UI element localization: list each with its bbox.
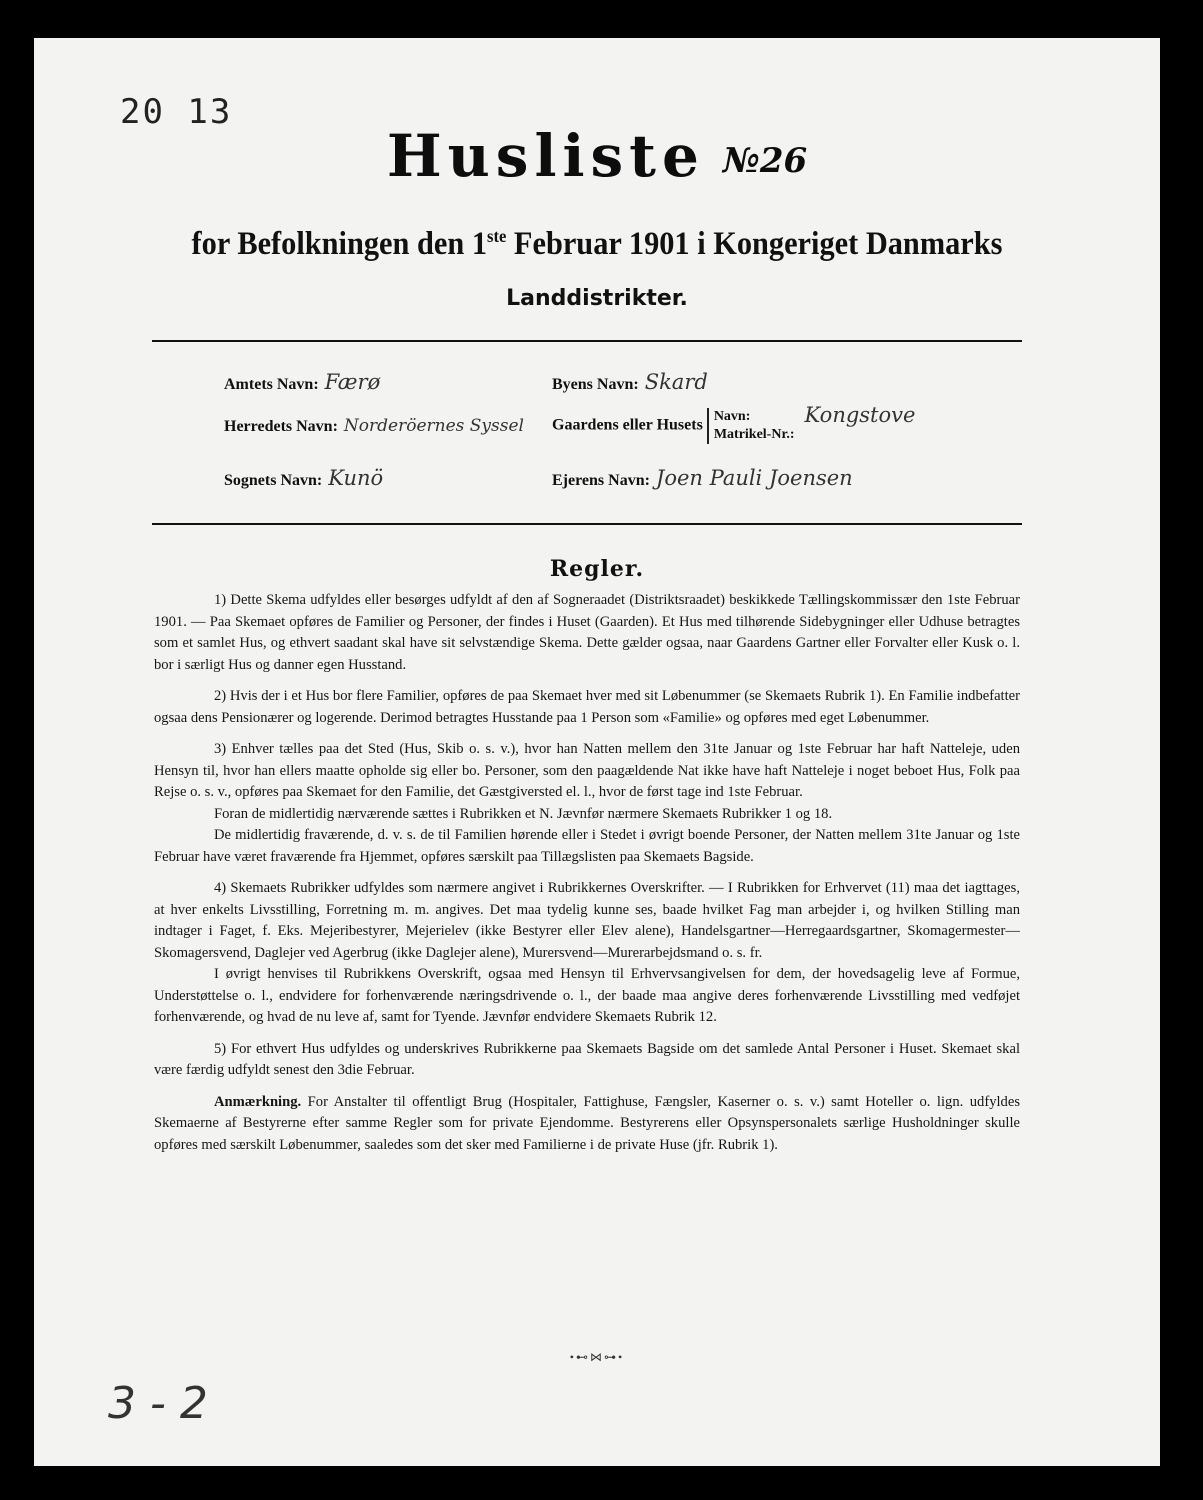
subtitle-part-a: for Befolkningen den 1 (191, 226, 488, 262)
note-paragraph (154, 1092, 1020, 1157)
form-subtitle-district: Landdistrikter. (506, 286, 688, 311)
title-text: Husliste (386, 122, 705, 190)
census-form-page (34, 38, 1160, 1466)
gaard-label: Gaardens eller Husets (552, 416, 703, 434)
note-label: Anmærkning. (214, 1093, 302, 1110)
amt-label: Amtets Navn: (224, 376, 319, 393)
gaard-value: Kongstove (804, 402, 916, 427)
note-text: For Anstalter til offentligt Brug (Hospitaler, Fattighuse, Fængsler, Kaserner o. s. v.) samt Hoteller o. lign. udfyldes Skemaerne af Bestyrerne efter samme Regler som for private Ejendomme. Bestyrerens eller Opsynspersonalets særlige Husholdninger skulle opføres med særskilt Løbenummer, saaledes som det sker med Familierne i de private Huse (jfr. Rubrik 1). (154, 1093, 1020, 1153)
gaard-brace (707, 408, 795, 444)
archive-stamp: 20 13 (120, 92, 233, 132)
amt-field (224, 370, 380, 394)
sogn-label: Sognets Navn: (224, 472, 323, 489)
amt-value: Færø (324, 370, 381, 394)
rule-paragraph: 4) Skemaets Rubrikker udfyldes som nærmere angivet i Rubrikkernes Overskrifter. — I Rubrikken for Erhvervet (11) maa det iagttages, at hver enkelts Livsstilling, Forretning m. m. angives. Det maa tydelig kunne ses, baade hvilket Fag man arbejder i, og hvilken Stilling man indtager i Faget, f. Eks. Mejeribestyrer, Mejerielev (ikke Bestyrer eller Elev alene), Handelsgartner—Herregaardsgartner, Skomagermester—Skomagersvend, Daglejer ved Agerbrug (ikke Daglejer alene), Murersvend—Murerarbejdsmand o. s. fr. (154, 880, 1020, 961)
herred-field (224, 416, 524, 436)
rule-paragraph: 1) Dette Skema udfyldes eller besørges udfyldt af den af Sogneraadet (Distriktsraadet) beskikkede Tællingskommissær den 1ste Februar 1901. — Paa Skemaet opføres de Familier og Personer, der findes i Huset (Gaarden). Et Hus med tilhørende Sidebygninger eller Udhuse betragtes som et samlet Hus, og ethvert saadant skal have sit selvstændige Skema. Dette gælder ogsaa, naar Gaardens Gartner eller Forvalter eller Kusk o. l. bor i særligt Hus og danner egen Husstand. (154, 592, 1020, 673)
rule-paragraph: 2) Hvis der i et Hus bor flere Familier, opføres de paa Skemaet hver med sit Løbenummer (se Skemaets Rubrik 1). En Familie indbefatter ogsaa dens Pensionærer og logerende. Derimod betragtes Husstande paa 1 Person som «Familie» og opføres med eget Løbenummer. (154, 688, 1020, 726)
ejer-field (552, 466, 853, 490)
form-subtitle (79, 226, 1115, 263)
navn-label: Navn: (713, 409, 751, 424)
by-label: Byens Navn: (552, 376, 639, 393)
herred-value: Norderöernes Syssel (343, 416, 524, 436)
by-value: Skard (644, 370, 708, 394)
corner-handwritten-mark: 3 - 2 (108, 1378, 208, 1429)
rules-heading: Regler. (549, 556, 645, 582)
herred-label: Herredets Navn: (224, 418, 338, 435)
subtitle-part-b: Februar 1901 i Kongeriget Danmarks (506, 226, 1003, 262)
form-title (34, 122, 1160, 190)
rule-paragraph: Foran de midlertidig nærværende sættes i Rubrikken et N. Jævnfør nærmere Skemaets Rubrikker 1 og 18. (214, 805, 833, 822)
sogn-field (224, 466, 383, 490)
gaard-field (552, 402, 916, 444)
bottom-divider (152, 523, 1022, 525)
matrikel-label: Matrikel-Nr.: (713, 427, 795, 442)
sogn-value: Kunö (328, 466, 384, 490)
rule-paragraph: I øvrigt henvises til Rubrikkens Overskrift, ogsaa med Hensyn til Erhvervsangivelsen for dem, der hovedsagelig leve af Formue, Understøttelse o. l., endvidere for forhenværende næringsdrivende o. l., der baade maa angive deres forhenværende Livsstilling med vedføjet forhenværende, og hvad de nu leve af, samt for Tyende. Jævnfør endvidere Skemaets Rubrik 12. (154, 966, 1020, 1025)
rule-paragraph: 5) For ethvert Hus udfyldes og underskrives Rubrikkerne paa Skemaets Bagside om det samlede Antal Personer i Huset. Skemaet skal være færdig udfyldt senest den 3die Februar. (154, 1040, 1020, 1078)
subtitle-sup: ste (487, 226, 507, 246)
ejer-label: Ejerens Navn: (552, 472, 650, 489)
ejer-value: Joen Pauli Joensen (655, 466, 853, 490)
top-divider (152, 340, 1022, 342)
ornament-divider: •⊷⋈⊶• (569, 1350, 625, 1364)
form-number: №26 (722, 141, 808, 181)
rule-paragraph: De midlertidig fraværende, d. v. s. de til Familien hørende eller i Stedet i øvrigt boende Personer, der Natten mellem 31te Januar og 1ste Februar have været fraværende fra Hjemmet, opføres særskilt paa Tillægslisten paa Skemaets Bagside. (154, 827, 1020, 865)
by-field (552, 370, 708, 394)
rules-body (154, 590, 1020, 1166)
rule-paragraph: 3) Enhver tælles paa det Sted (Hus, Skib o. s. v.), hvor han Natten mellem den 31te Januar og 1ste Februar har haft Natteleje, uden Hensyn til, hvor han ellers maatte opholde sig eller bo. Personer, som den paagældende Nat ikke have haft Natteleje i noget beboet Hus, Folk paa Rejse o. s. v., opføres paa Skemaet for den Familie, det Gæstgiversted el. l., hvor de først tage ind 1ste Februar. (154, 741, 1020, 800)
